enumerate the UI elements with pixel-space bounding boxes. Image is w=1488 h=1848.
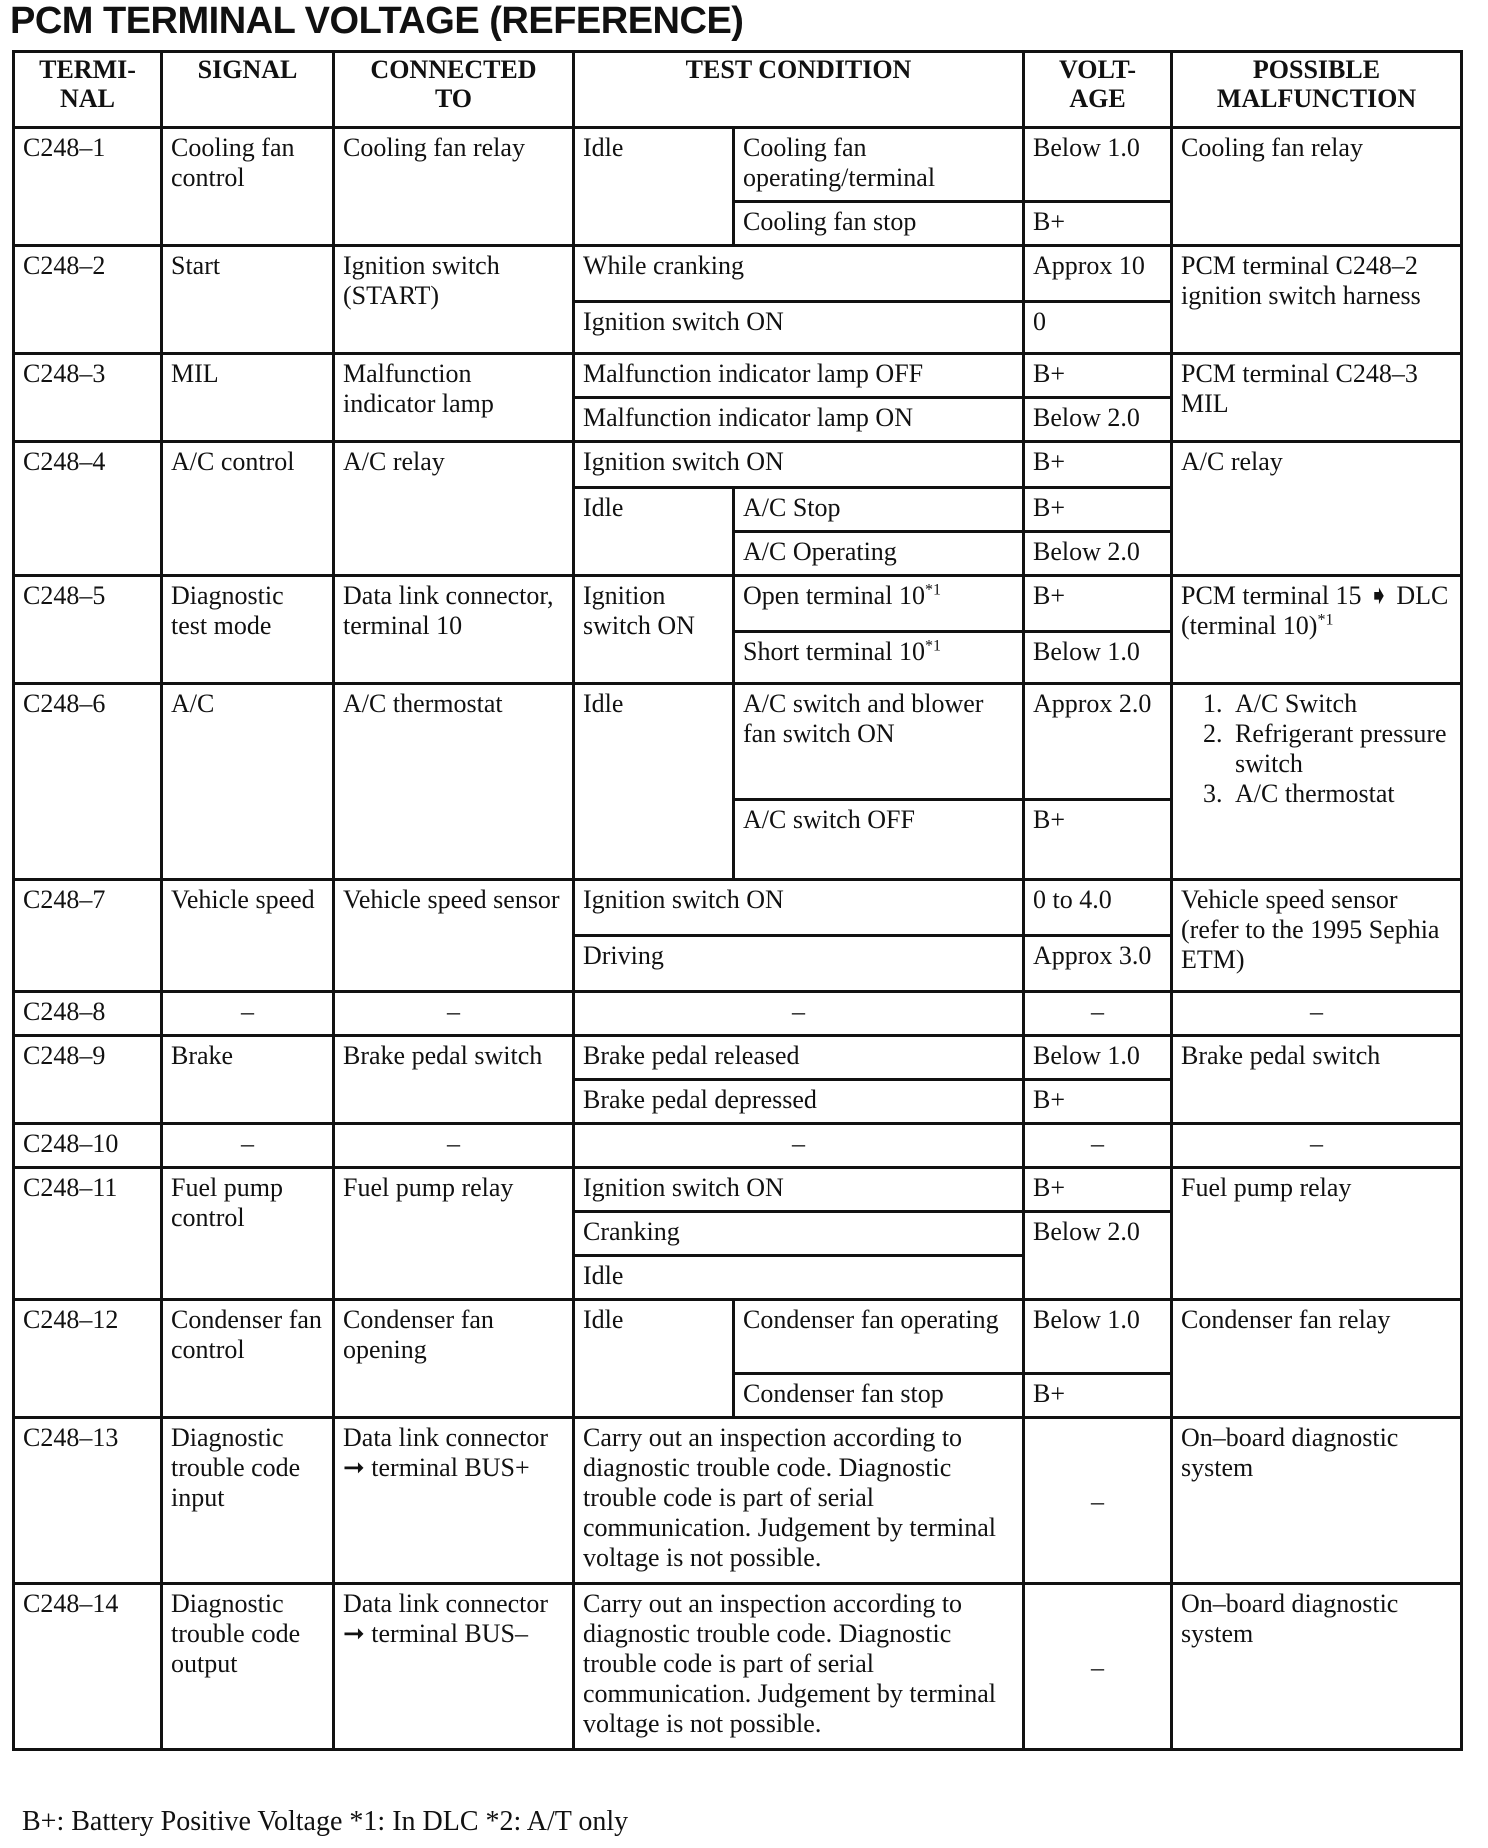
footnote-marker: *1 (1317, 611, 1334, 629)
test-subcondition-cell: Cooling fan stop (734, 202, 1024, 246)
signal-cell: Diagnostic test mode (162, 576, 334, 684)
table-row (14, 1036, 1462, 1080)
voltage-cell: 0 to 4.0 (1024, 880, 1172, 936)
connected-cell: Brake pedal switch (334, 1036, 574, 1124)
signal-cell: A/C control (162, 442, 334, 576)
terminal-cell: C248–3 (14, 354, 162, 442)
header-signal: SIGNAL (162, 52, 334, 128)
test-condition-cell: – (574, 1124, 1024, 1168)
voltage-cell: 0 (1024, 302, 1172, 354)
connected-cell: A/C relay (334, 442, 574, 576)
malfunction-text: PCM terminal 15 ➧ DLC (terminal 10) (1181, 581, 1449, 640)
signal-cell: A/C (162, 684, 334, 880)
test-condition-cell: Ignition switch ON (574, 576, 734, 684)
terminal-cell: C248–10 (14, 1124, 162, 1168)
malfunction-cell: Cooling fan relay (1172, 128, 1462, 246)
test-condition-cell: Idle (574, 684, 734, 880)
terminal-cell: C248–1 (14, 128, 162, 246)
test-condition-cell: Malfunction indicator lamp ON (574, 398, 1024, 442)
test-condition-cell: Carry out an inspection according to diagnostic trouble code. Diagnostic trouble code is part of serial communication. Judgement by terminal voltage is not possible. (574, 1584, 1024, 1750)
test-subcondition-cell: A/C Operating (734, 532, 1024, 576)
test-condition-cell: Driving (574, 936, 1024, 992)
signal-cell: MIL (162, 354, 334, 442)
table-row (14, 1584, 1462, 1750)
test-subcondition-cell: Condenser fan operating (734, 1300, 1024, 1374)
voltage-cell: Below 1.0 (1024, 128, 1172, 202)
signal-cell: Diagnostic trouble code output (162, 1584, 334, 1750)
signal-cell: Diagnostic trouble code input (162, 1418, 334, 1584)
voltage-cell: B+ (1024, 442, 1172, 488)
connected-cell: Fuel pump relay (334, 1168, 574, 1300)
subcondition-text: Short terminal 10 (743, 637, 925, 666)
test-condition-cell: Cranking (574, 1212, 1024, 1256)
connected-cell: Vehicle speed sensor (334, 880, 574, 992)
test-condition-cell: Brake pedal released (574, 1036, 1024, 1080)
table-row (14, 1124, 1462, 1168)
voltage-cell: Below 1.0 (1024, 1036, 1172, 1080)
connected-cell: Malfunction indicator lamp (334, 354, 574, 442)
signal-cell: Start (162, 246, 334, 354)
signal-cell: Cooling fan control (162, 128, 334, 246)
malfunction-cell: – (1172, 1124, 1462, 1168)
table-row (14, 880, 1462, 936)
malfunction-list-item: 1. A/C Switch (1229, 689, 1452, 719)
table-row (14, 354, 1462, 398)
header-connected-to: CONNECTED TO (334, 52, 574, 128)
voltage-cell: – (1024, 1418, 1172, 1584)
malfunction-cell: Brake pedal switch (1172, 1036, 1462, 1124)
test-condition-cell: Ignition switch ON (574, 880, 1024, 936)
terminal-cell: C248–12 (14, 1300, 162, 1418)
voltage-cell: Below 2.0 (1024, 398, 1172, 442)
test-condition-cell: Carry out an inspection according to diagnostic trouble code. Diagnostic trouble code is part of serial communication. Judgement by terminal voltage is not possible. (574, 1418, 1024, 1584)
malfunction-cell: Condenser fan relay (1172, 1300, 1462, 1418)
table-row (14, 684, 1462, 800)
connected-cell: – (334, 1124, 574, 1168)
header-voltage: VOLT- AGE (1024, 52, 1172, 128)
signal-cell: Condenser fan control (162, 1300, 334, 1418)
table-row (14, 1418, 1462, 1584)
footnote: B+: Battery Positive Voltage *1: In DLC *2: A/T only (22, 1806, 629, 1837)
test-condition-cell: Idle (574, 128, 734, 246)
signal-cell: Brake (162, 1036, 334, 1124)
header-terminal: TERMI- NAL (14, 52, 162, 128)
terminal-cell: C248–14 (14, 1584, 162, 1750)
voltage-cell: – (1024, 992, 1172, 1036)
connected-cell: Data link connector, terminal 10 (334, 576, 574, 684)
connected-cell: Condenser fan opening (334, 1300, 574, 1418)
test-condition-cell: – (574, 992, 1024, 1036)
test-condition-cell: While cranking (574, 246, 1024, 302)
terminal-cell: C248–11 (14, 1168, 162, 1300)
terminal-cell: C248–6 (14, 684, 162, 880)
table-row (14, 992, 1462, 1036)
malfunction-cell: On–board diagnostic system (1172, 1418, 1462, 1584)
malfunction-cell (1172, 684, 1462, 880)
header-row (14, 52, 1462, 128)
test-subcondition-cell (734, 576, 1024, 632)
terminal-cell: C248–7 (14, 880, 162, 992)
terminal-cell: C248–8 (14, 992, 162, 1036)
connected-cell: Ignition switch (START) (334, 246, 574, 354)
voltage-cell: – (1024, 1124, 1172, 1168)
voltage-cell: B+ (1024, 576, 1172, 632)
header-test-condition: TEST CONDITION (574, 52, 1024, 128)
page-title: PCM TERMINAL VOLTAGE (REFERENCE) (10, 0, 744, 42)
voltage-cell: Below 1.0 (1024, 632, 1172, 684)
malfunction-list (1181, 689, 1452, 809)
test-condition-cell: Malfunction indicator lamp OFF (574, 354, 1024, 398)
test-condition-cell: Brake pedal depressed (574, 1080, 1024, 1124)
pcm-terminal-table (12, 50, 1463, 1751)
connected-cell: Data link connector ➞ terminal BUS+ (334, 1418, 574, 1584)
test-subcondition-cell (734, 632, 1024, 684)
test-condition-cell: Idle (574, 488, 734, 576)
malfunction-cell: PCM terminal C248–3 MIL (1172, 354, 1462, 442)
signal-cell: Vehicle speed (162, 880, 334, 992)
signal-cell: Fuel pump control (162, 1168, 334, 1300)
table-row (14, 442, 1462, 488)
connected-cell: Cooling fan relay (334, 128, 574, 246)
test-subcondition-cell: Cooling fan operating/terminal (734, 128, 1024, 202)
voltage-cell: B+ (1024, 800, 1172, 880)
voltage-cell: Approx 2.0 (1024, 684, 1172, 800)
test-condition-cell: Ignition switch ON (574, 1168, 1024, 1212)
table-row (14, 128, 1462, 202)
connected-cell: Data link connector ➞ terminal BUS– (334, 1584, 574, 1750)
voltage-cell: Approx 3.0 (1024, 936, 1172, 992)
voltage-cell: Below 2.0 (1024, 532, 1172, 576)
voltage-cell: B+ (1024, 1374, 1172, 1418)
signal-cell: – (162, 1124, 334, 1168)
footnote-marker: *1 (924, 581, 941, 599)
subcondition-text: Open terminal 10 (743, 581, 925, 610)
terminal-cell: C248–9 (14, 1036, 162, 1124)
malfunction-cell: Fuel pump relay (1172, 1168, 1462, 1300)
malfunction-cell: On–board diagnostic system (1172, 1584, 1462, 1750)
malfunction-cell (1172, 576, 1462, 684)
voltage-cell: B+ (1024, 1080, 1172, 1124)
voltage-cell: Below 1.0 (1024, 1300, 1172, 1374)
test-subcondition-cell: A/C switch OFF (734, 800, 1024, 880)
voltage-cell: B+ (1024, 1168, 1172, 1212)
voltage-cell: Approx 10 (1024, 246, 1172, 302)
test-condition-cell: Idle (574, 1256, 1024, 1300)
connected-cell: A/C thermostat (334, 684, 574, 880)
signal-cell: – (162, 992, 334, 1036)
voltage-cell: B+ (1024, 202, 1172, 246)
malfunction-cell: Vehicle speed sensor (refer to the 1995 Sephia ETM) (1172, 880, 1462, 992)
test-condition-cell: Ignition switch ON (574, 302, 1024, 354)
table-row (14, 1300, 1462, 1374)
table-row (14, 246, 1462, 302)
terminal-cell: C248–5 (14, 576, 162, 684)
header-possible-malfunction: POSSIBLE MALFUNCTION (1172, 52, 1462, 128)
test-subcondition-cell: A/C Stop (734, 488, 1024, 532)
terminal-cell: C248–4 (14, 442, 162, 576)
malfunction-list-item: 2. Refrigerant pressure switch (1229, 719, 1452, 779)
connected-cell: – (334, 992, 574, 1036)
footnote-marker: *1 (924, 637, 941, 655)
malfunction-cell: PCM terminal C248–2 ignition switch harness (1172, 246, 1462, 354)
table-row (14, 1168, 1462, 1212)
voltage-cell: B+ (1024, 354, 1172, 398)
voltage-cell: – (1024, 1584, 1172, 1750)
test-subcondition-cell: A/C switch and blower fan switch ON (734, 684, 1024, 800)
malfunction-cell: – (1172, 992, 1462, 1036)
voltage-cell: Below 2.0 (1024, 1212, 1172, 1300)
test-subcondition-cell: Condenser fan stop (734, 1374, 1024, 1418)
table-row (14, 576, 1462, 632)
malfunction-list-item: 3. A/C thermostat (1229, 779, 1452, 809)
voltage-cell: B+ (1024, 488, 1172, 532)
test-condition-cell: Ignition switch ON (574, 442, 1024, 488)
test-condition-cell: Idle (574, 1300, 734, 1418)
terminal-cell: C248–13 (14, 1418, 162, 1584)
terminal-cell: C248–2 (14, 246, 162, 354)
malfunction-cell: A/C relay (1172, 442, 1462, 576)
